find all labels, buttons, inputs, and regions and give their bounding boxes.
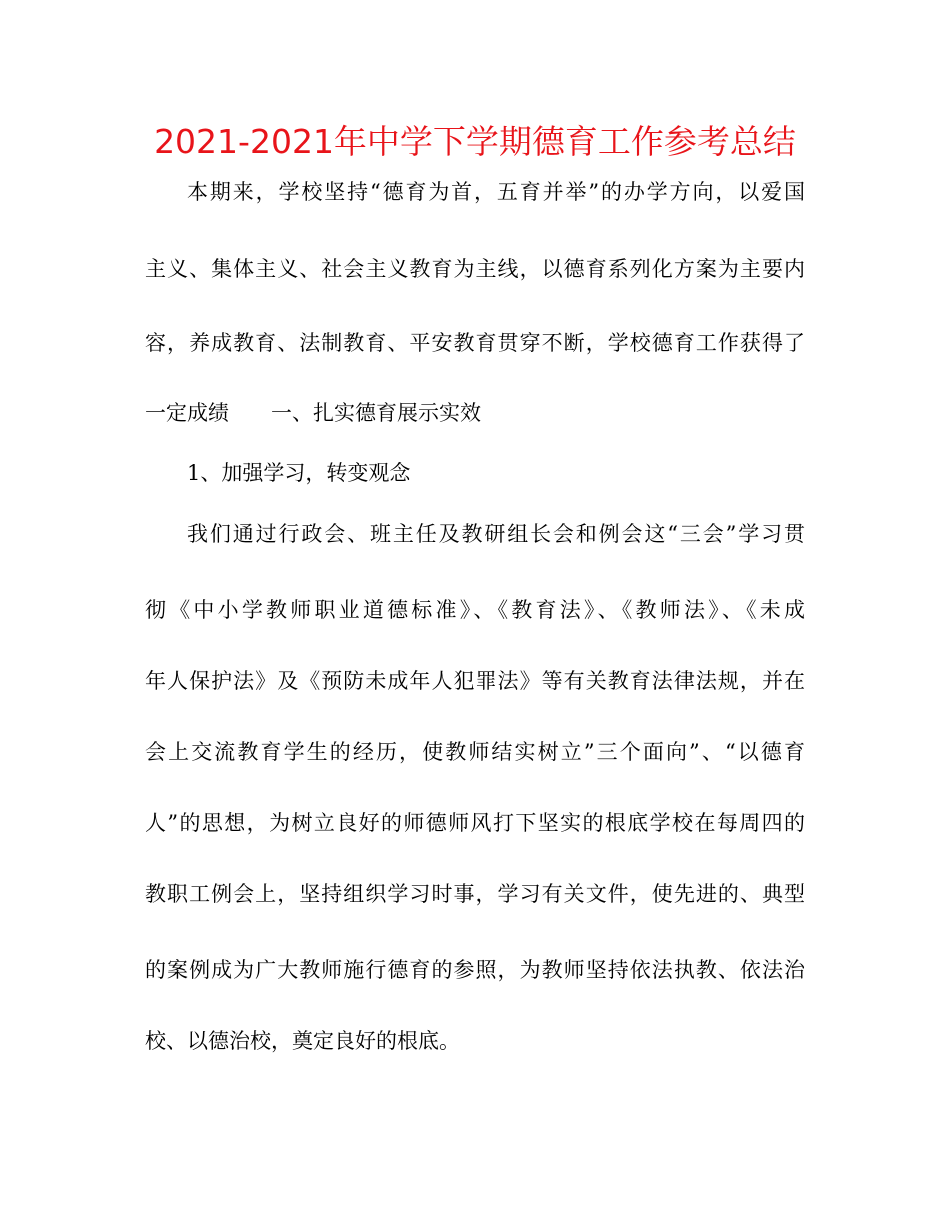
paragraph-line: 主义、集体主义、社会主义教育为主线，以德育系列化方案为主要内	[145, 257, 805, 281]
section-heading: 1、加强学习，转变观念	[187, 461, 411, 485]
paragraph-line: 校、以德治校，奠定良好的根底。	[145, 1029, 460, 1053]
paragraph-line: 一定成绩 一、扎实德育展示实效	[145, 401, 481, 425]
paragraph-line: 的案例成为广大教师施行德育的参照，为教师坚持依法执教、依法治	[145, 958, 805, 982]
paragraph-line: 会上交流教育学生的经历，使教师结实树立”三个面向”、“以德育	[145, 740, 805, 764]
paragraph-line: 我们通过行政会、班主任及教研组长会和例会这“三会”学习贯	[187, 522, 805, 546]
paragraph-line: 本期来，学校坚持“德育为首，五育并举”的办学方向，以爱国	[187, 180, 805, 204]
paragraph-line: 年人保护法》及《预防未成年人犯罪法》等有关教育法律法规，并在	[145, 669, 805, 693]
paragraph-line: 容，养成教育、法制教育、平安教育贯穿不断，学校德育工作获得了	[145, 331, 805, 355]
document-title: 2021-2021年中学下学期德育工作参考总结	[154, 122, 796, 161]
paragraph-line: 教职工例会上，坚持组织学习时事，学习有关文件，使先进的、典型	[145, 882, 805, 906]
paragraph-line: 人”的思想，为树立良好的师德师风打下坚实的根底学校在每周四的	[145, 811, 805, 835]
paragraph-line: 彻《中小学教师职业道德标准》、《教育法》、《教师法》、《未成	[145, 598, 805, 622]
